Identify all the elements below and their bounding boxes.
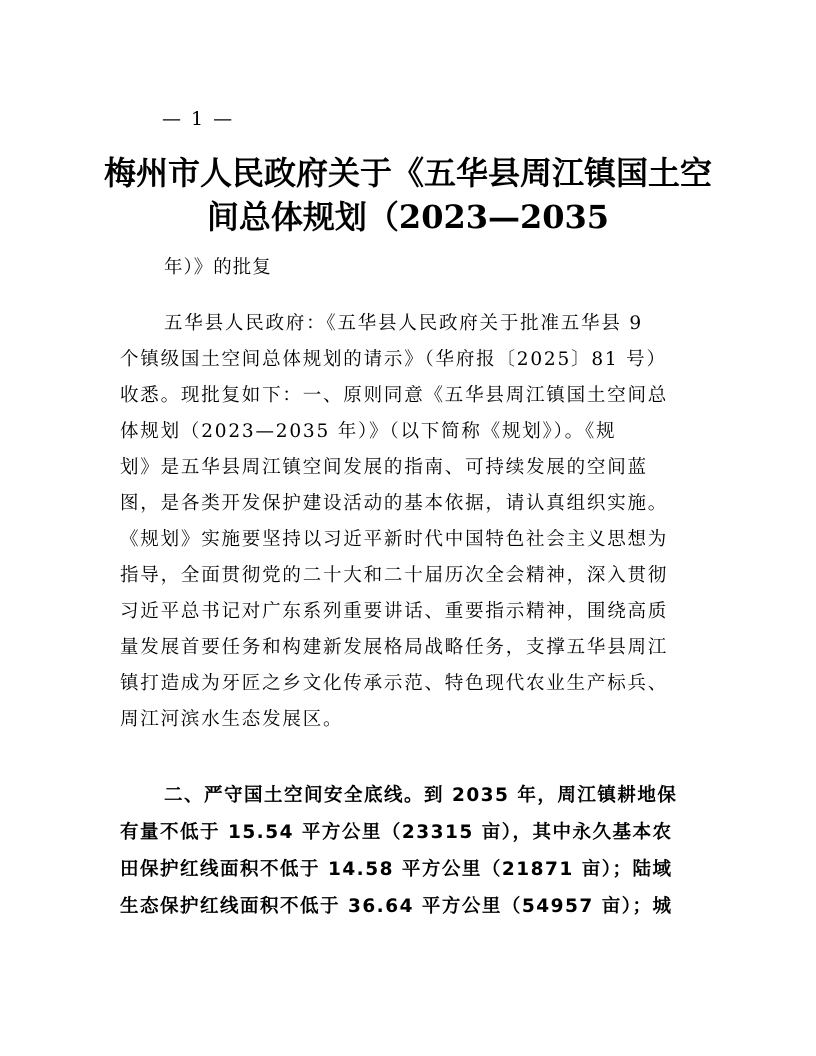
- page-number: — 1 —: [162, 108, 235, 130]
- paragraph-line: 划》是五华县周江镇空间发展的指南、可持续发展的空间蓝: [120, 457, 648, 478]
- paragraph-line: 五华县人民政府：《五华县人民政府关于批准五华县 9: [164, 313, 643, 334]
- paragraph-line: 图，是各类开发保护建设活动的基本依据，请认真组织实施。: [120, 493, 669, 514]
- paragraph-line: 量发展首要任务和构建新发展格局战略任务，支撑五华县周江: [120, 637, 669, 658]
- paragraph-line: 周江河滨水生态发展区。: [120, 709, 344, 730]
- paragraph-line: 有量不低于 15.54 平方公里（23315 亩），其中永久基本农: [120, 822, 673, 843]
- paragraph-line: 镇打造成为牙匠之乡文化传承示范、特色现代农业生产标兵、: [120, 673, 669, 694]
- document-title-line-1: 梅州市人民政府关于《五华县周江镇国土空: [103, 154, 712, 192]
- document-title-line-2: 间总体规划（2023—2035: [206, 198, 610, 236]
- paragraph-line: 习近平总书记对广东系列重要讲话、重要指示精神，围绕高质: [120, 601, 669, 622]
- paragraph-line: 个镇级国土空间总体规划的请示》（华府报〔2025〕81 号）: [120, 349, 667, 370]
- paragraph-line: 《规划》实施要坚持以习近平新时代中国特色社会主义思想为: [120, 529, 669, 550]
- paragraph-line: 二、严守国土空间安全底线。到 2035 年，周江镇耕地保: [164, 785, 678, 806]
- paragraph-line: 体规划（2023—2035 年）》（以下简称《规划》）。《规: [120, 421, 617, 442]
- paragraph-line: 生态保护红线面积不低于 36.64 平方公里（54957 亩）；城: [120, 896, 673, 917]
- paragraph-line: 田保护红线面积不低于 14.58 平方公里（21871 亩）；陆域: [120, 859, 673, 880]
- paragraph-line: 收悉。现批复如下：一、原则同意《五华县周江镇国土空间总: [120, 385, 669, 406]
- document-title-line-3: 年）》的批复: [164, 257, 272, 278]
- paragraph-line: 指导，全面贯彻党的二十大和二十届历次全会精神，深入贯彻: [120, 565, 669, 586]
